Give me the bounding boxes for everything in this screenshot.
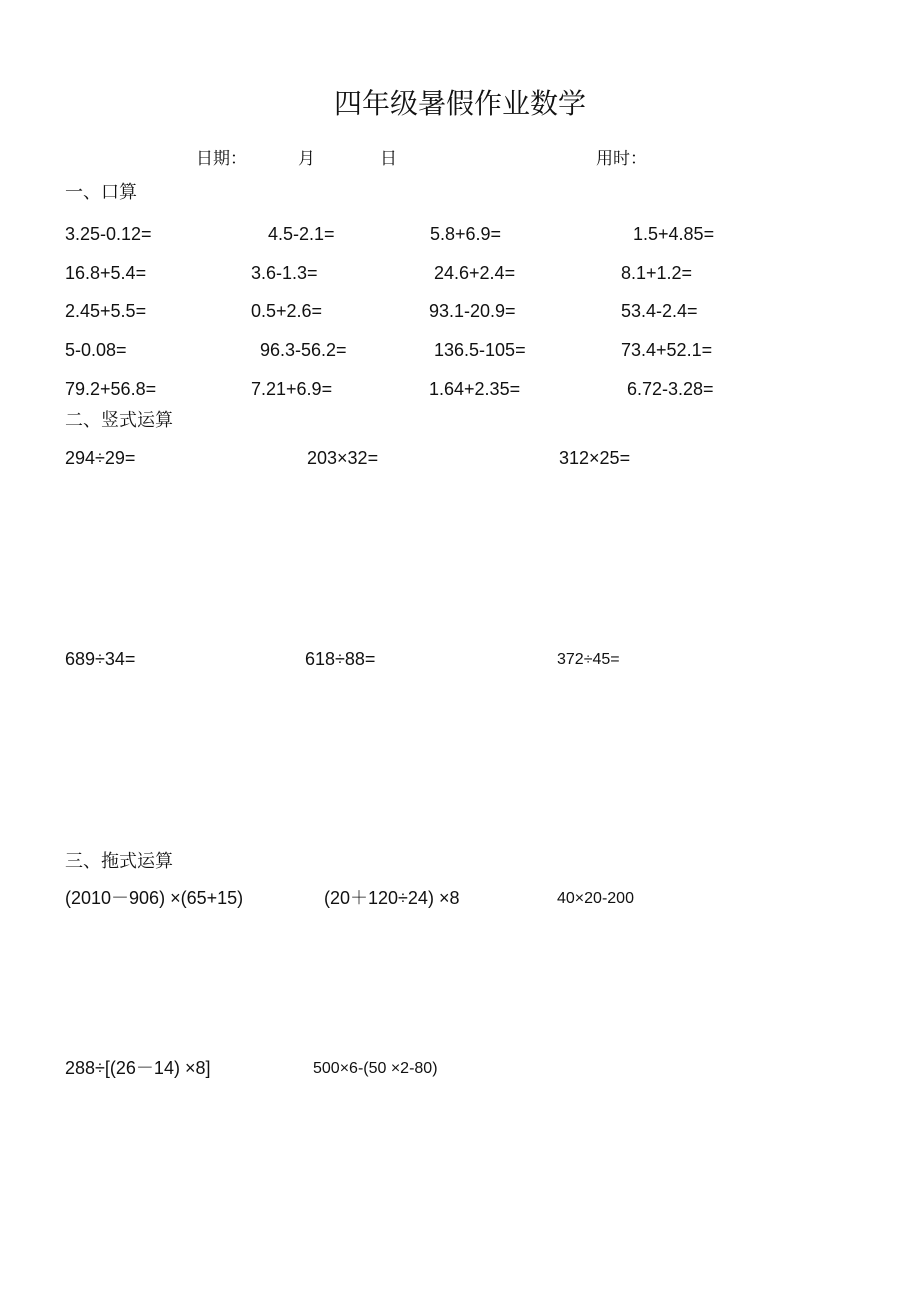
problem: 79.2+56.8= [65, 379, 157, 399]
problem: 16.8+5.4= [65, 263, 147, 283]
problem: 3.6-1.3= [251, 263, 318, 283]
problem: 40×20-200 [557, 890, 634, 907]
problem: 7.21+6.9= [251, 379, 333, 399]
section-heading: 二、竖式运算 [65, 410, 173, 431]
problem: 3.25-0.12= [65, 224, 152, 244]
problem: 288÷[(26－14) ×8] [65, 1058, 211, 1078]
problem: 8.1+1.2= [621, 263, 693, 283]
problem: 96.3-56.2= [260, 340, 347, 360]
problem: 4.5-2.1= [268, 224, 335, 244]
section-heading: 一、口算 [65, 182, 137, 203]
problem: 0.5+2.6= [251, 301, 323, 321]
day-label: 日 [380, 149, 397, 169]
problem: 1.5+4.85= [633, 224, 715, 244]
problem: 294÷29= [65, 448, 136, 468]
problem: 618÷88= [305, 649, 376, 669]
problem: 6.72-3.28= [627, 379, 714, 399]
problem: (2010－906) ×(65+15) [65, 888, 244, 908]
problem: 24.6+2.4= [434, 263, 516, 283]
month-label: 月 [298, 149, 315, 169]
problem: 312×25= [559, 448, 631, 468]
problem: 1.64+2.35= [429, 379, 521, 399]
problem: 53.4-2.4= [621, 301, 698, 321]
section-heading: 三、拖式运算 [65, 851, 173, 872]
problem: 73.4+52.1= [621, 340, 713, 360]
problem: 5-0.08= [65, 340, 127, 360]
problem: 689÷34= [65, 649, 136, 669]
problem: 203×32= [307, 448, 379, 468]
problem: 372÷45= [557, 651, 620, 668]
problem: 5.8+6.9= [430, 224, 502, 244]
problem: 2.45+5.5= [65, 301, 147, 321]
time-used-label: 用时： [596, 149, 647, 169]
problem: (20＋120÷24) ×8 [324, 888, 460, 908]
date-label: 日期： [196, 149, 247, 169]
page-title: 四年级暑假作业数学 [333, 87, 586, 120]
problem: 136.5-105= [434, 340, 526, 360]
problem: 500×6-(50 ×2-80) [313, 1060, 438, 1077]
problem: 93.1-20.9= [429, 301, 516, 321]
